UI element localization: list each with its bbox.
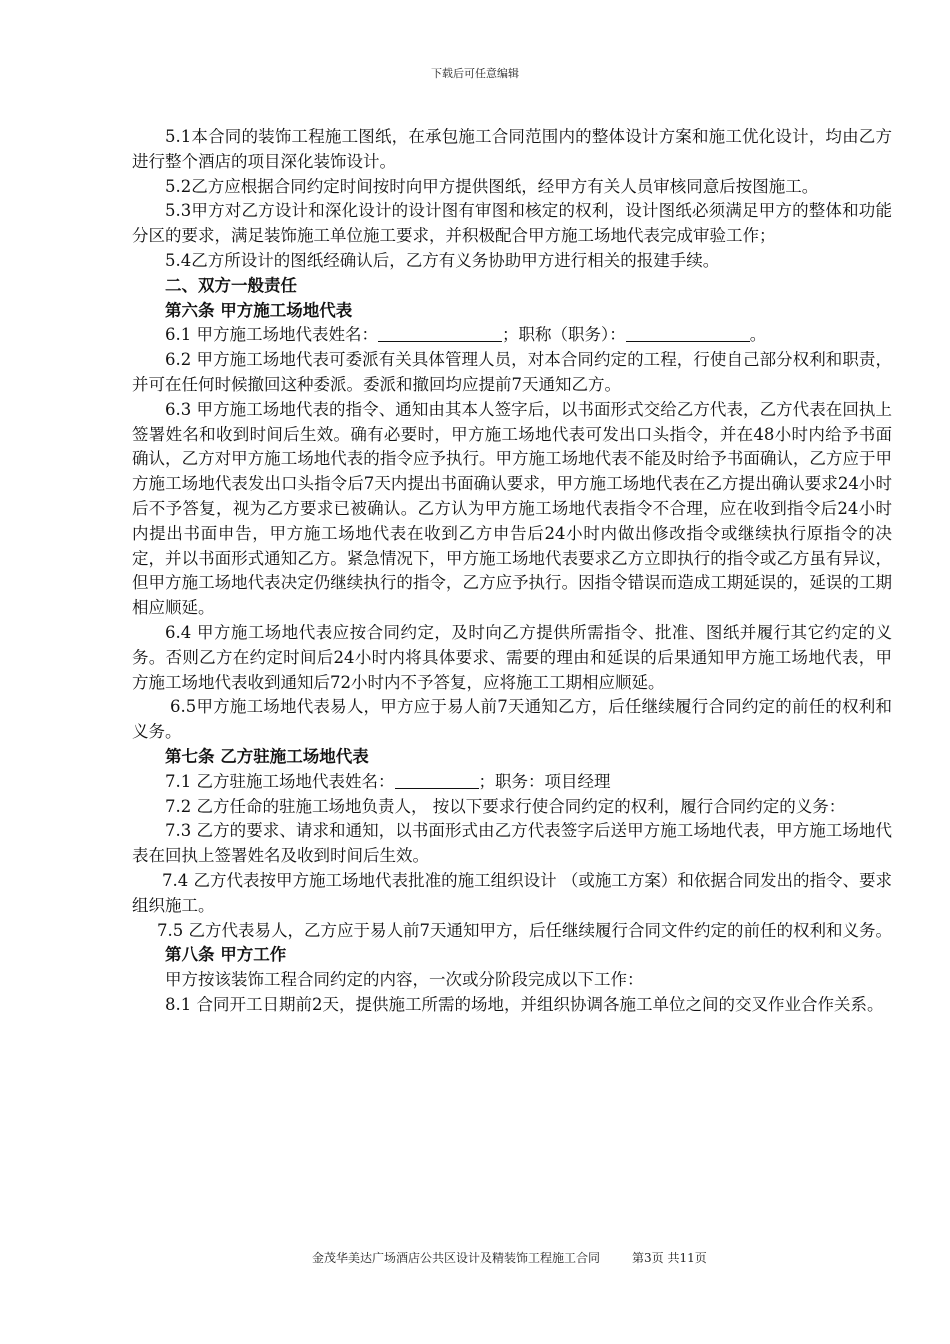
clause-7-1-post: ；职务：项目经理 [478, 771, 611, 791]
clause-7-1-name-label: 7.1 乙方驻施工场地代表姓名： [165, 771, 395, 791]
clause-6-1-title-label: ；职称（职务）： [502, 325, 626, 345]
clause-7-4: 7.4 乙方代表按甲方施工场地代表批准的施工组织设计 （或施工方案）和依据合同发出的指令、要求组织施工。 [132, 870, 892, 915]
clause-6-1-end: 。 [749, 325, 767, 345]
footer-contract-title: 金茂华美达广场酒店公共区设计及精装饰工程施工合同 [312, 1251, 601, 1265]
clause-7-3: 7.3 乙方的要求、请求和通知，以书面形式由乙方代表签字后送甲方施工场地代表，甲方施工场地代表在回执上签署姓名及收到时间后生效。 [132, 821, 892, 866]
article-8-intro: 甲方按该装饰工程合同约定的内容，一次或分阶段完成以下工作： [165, 970, 644, 990]
page-footer [312, 1249, 707, 1266]
rep-name-blank-line [395, 772, 479, 789]
clause-6-3: 6.3 甲方施工场地代表的指令、通知由其本人签字后，以书面形式交给乙方代表，乙方代表在回执上签署姓名和收到时间后生效。确有必要时，甲方施工场地代表可发出口头指令，并在48小时内给予书面确认，乙方对甲方施工场地代表的指令应予执行。甲方施工场地代表不能及时给予书面确认，乙方应于甲方施工场地代表发出口头指令后7天内提出书面确认要求，甲方施工场地代表在乙方提出确认要求24小时后不予答复，视为乙方要求已被确认。乙方认为甲方施工场地代表指令不合理，应在收到指令后24小时内提出书面申告，甲方施工场地代表在收到乙方申告后24小时内做出修改指令或继续执行原指令的决定，并以书面形式通知乙方。紧急情况下，甲方施工场地代表要求乙方立即执行的指令或乙方虽有异议，但甲方施工场地代表决定仍继续执行的指令，乙方应予执行。因指令错误而造成工期延误的，延误的工期相应顺延。 [132, 399, 892, 618]
clause-6-4: 6.4 甲方施工场地代表应按合同约定，及时向乙方提供所需指令、批准、图纸并履行其它约定的义务。否则乙方在约定时间后24小时内将具体要求、需要的理由和延误的后果通知甲方施工场地代表，甲方施工场地代表收到通知后72小时内不予答复，应将施工工期相应顺延。 [132, 622, 892, 692]
clause-5-1: 5.1本合同的装饰工程施工图纸，在承包施工合同范围内的整体设计方案和施工优化设计，均由乙方进行整个酒店的项目深化装饰设计。 [132, 127, 892, 171]
article-8-heading: 第八条 甲方工作 [165, 945, 287, 965]
clause-5-3: 5.3甲方对乙方设计和深化设计的设计图有审图和核定的权利，设计图纸必须满足甲方的整体和功能分区的要求，满足装饰施工单位施工要求，并积极配合甲方施工场地代表完成审验工作； [132, 201, 892, 246]
clause-6-1 [132, 323, 892, 348]
clause-7-2: 7.2 乙方任命的驻施工场地负责人， 按以下要求行使合同约定的权利，履行合同约定的义务： [165, 796, 846, 816]
clause-7-5: 7.5 乙方代表易人，乙方应于易人前7天通知甲方，后任继续履行合同文件约定的前任的权利和义务。 [157, 920, 892, 940]
clause-5-2: 5.2乙方应根据合同约定时间按时向甲方提供图纸，经甲方有关人员审核同意后按图施工。 [165, 176, 819, 196]
clause-6-5: 6.5甲方施工场地代表易人，甲方应于易人前7天通知乙方，后任继续履行合同约定的前任的权利和义务。 [132, 697, 892, 742]
clause-6-2: 6.2 甲方施工场地代表可委派有关具体管理人员，对本合同约定的工程，行使自己部分权利和职责，并可在任何时候撤回这种委派。委派和撤回均应提前7天通知乙方。 [132, 350, 892, 394]
clause-7-1 [132, 770, 892, 795]
article-7-heading: 第七条 乙方驻施工场地代表 [165, 746, 369, 766]
section-heading-general-duties: 二、双方一般责任 [165, 275, 297, 295]
clause-8-1: 8.1 合同开工日期前2天，提供施工所需的场地，并组织协调各施工单位之间的交叉作业合作关系。 [165, 994, 884, 1014]
clause-6-1-name-label: 6.1 甲方施工场地代表姓名： [165, 325, 378, 345]
document-body [132, 125, 892, 1018]
title-blank-line [626, 325, 750, 342]
article-6-heading: 第六条 甲方施工场地代表 [165, 300, 353, 320]
page-header: 下载后可任意编辑 [431, 67, 519, 80]
clause-5-4: 5.4乙方所设计的图纸经确认后，乙方有义务协助甲方进行相关的报建手续。 [165, 250, 720, 270]
name-blank-line [378, 325, 502, 342]
footer-page-number: 第3页 共11页 [632, 1251, 707, 1265]
